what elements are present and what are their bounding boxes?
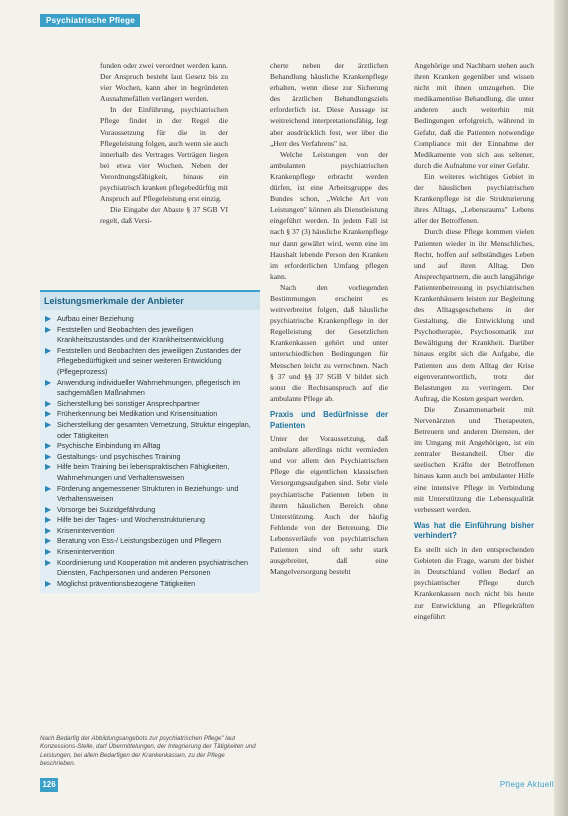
list-item-text: Krisenintervention: [57, 525, 115, 535]
bullet-arrow-icon: ▶: [45, 398, 52, 408]
paragraph: Nach den vorliegenden Bestimmungen erscheint es weitverbreitet folgen, daß häusliche psychiatrische Krankenpflege in der Regelleistung der Gesetzlichen Krankenkassen gehört und unter unterschiedlichen Bedingungen für Menschen leicht zu verrechnen. Nach § 37 und §§ 37 SGB V bildet sich sonst die Rechtsanspruch auf die ambulante Pflege ab.: [270, 282, 388, 403]
list-item: [44, 452, 256, 463]
list-item-text: Psychische Einbindung im Alltag: [57, 441, 161, 451]
list-item: [44, 441, 256, 452]
list-item-text: Hilfe bei der Tages- und Wochenstrukturierung: [57, 515, 205, 525]
magazine-name: Pflege Aktuell: [499, 780, 554, 789]
paragraph: Es stellt sich in den entsprechenden Gebieten die Frage, warum der bisher in Deutschland vollen Bedarf an psychiatrischer Pflege durch Krankenkassen noch nicht bis heute zur Entwicklung an Pflegekräften eingeführt: [414, 545, 534, 621]
paragraph: Die Zusammenarbeit mit Nervenärzten und Therapeuten, Betreuern und anderen Diensten, der im Umgang mit Angehörigen, ist ein zentraler Bestandteil. Über die seelischen Kräfte der Betroffenen hinaus kann auch bei ambulanter Hilfe eine intensive Pflege in Verbindung mit Unterstützung die Lebensqualität verbessert werden.: [414, 404, 534, 514]
list-item-text: Feststellen und Beobachten des jeweiligen Zustandes der Pflegebedürftigkeit und seiner weiteren Entwicklung (Pflegeprozess): [57, 345, 242, 376]
list-item-text: Krisenintervention: [57, 547, 115, 557]
list-item: [44, 346, 256, 378]
page-number: 126: [40, 778, 58, 792]
list-item-text: Sicherstellung bei sonstiger Ansprechpartner: [57, 398, 200, 408]
text-column-1: [100, 60, 228, 226]
list-item-text: Möglichst präventionsbezogene Tätigkeiten: [57, 578, 196, 588]
paragraph: funden oder zwei verordnet werden kann. Der Anspruch besteht laut Gesetz bis zu vier Wochen, kann aber in begründeten Ausnahmefällen verlängert werden.: [100, 61, 228, 104]
bullet-arrow-icon: ▶: [45, 578, 52, 588]
section-tab: Psychiatrische Pflege: [40, 14, 140, 27]
paragraph: Durch diese Pflege kommen vielen Patienten wieder in ihr Menschliches, Recht, hoffen auf selbständiges Leben und auf ihren Alltag. Den Ansprechpartnern, die auch langjährige Patientenbetreuung in psychiatrischen Krankenhäusern leisten zur Begleitung des Alltagsgeschehens in der Gestaltung, die Entwicklung und Psychotherapie, Psychosomatik zur Bewältigung der Krankheit. Darüber hinaus ergibt sich die Aufgabe, die Patienten aus dem Alltag der Krise eigenverantwortlich, trotz der Belastungen zu verringern. Der Auftrag, die Kosten gespart werden.: [414, 227, 534, 403]
list-item: [44, 526, 256, 537]
bullet-arrow-icon: ▶: [45, 525, 52, 535]
list-item-text: Koordinierung und Kooperation mit anderen psychiatrischen Diensten, Fachpersonen und anderen Personen: [57, 557, 248, 578]
list-item: [44, 558, 256, 579]
text-column-3: [414, 60, 534, 622]
list-item: [44, 399, 256, 410]
list-item-text: Anwendung individueller Wahrnehmungen, pflegerisch im sachgemäßen Maßnahmen: [57, 377, 241, 398]
figure-caption: Nach Bedarfig der Abbildungsangebots zur psychiatrischen Pflege" laut Konzessions-Stelle, darf Übermittelungen, der Integrierung der Tätigkeiten und Leistungen, bei allein Bedarfigen der Krankenkassen, zu der Pflege beschrieben.: [40, 735, 256, 768]
bullet-arrow-icon: ▶: [45, 483, 52, 493]
paragraph: Welche Leistungen von der ambulanten psychiatrischen Krankenpflege erbracht werden dürfen, ist eine Arbeitsgruppe des Bundes schon, „Welche Art von Leistungen" können als Dienstleistung eingeführt werden. In jedem Fall ist nach § 37 (3) häusliche Krankenpflege nur dann gewährt wird, wenn eine im Haushalt lebende Person den Kranken im erforderlichen Umfang pflegen kann.: [270, 149, 388, 281]
paragraph: Ein weiteres wichtiges Gebiet in der häuslichen psychiatrischen Krankenpflege ist die Strukturierung ihres Alltags, „Lebensraums" Lebens aller der Betroffenen.: [414, 171, 534, 226]
bullet-arrow-icon: ▶: [45, 409, 52, 419]
list-item-text: Hilfe beim Training bei lebenspraktischen Fähigkeiten, Wahrnehmungen und Verhaltensweisen: [57, 462, 230, 482]
bullet-arrow-icon: ▶: [45, 547, 52, 557]
list-item: [44, 325, 256, 346]
list-item: [44, 378, 256, 399]
list-item-text: Förderung angemessener Strukturen in Beziehungs- und Verhaltensweisen: [57, 483, 239, 504]
info-box: [40, 290, 260, 593]
bullet-arrow-icon: ▶: [45, 345, 52, 355]
bullet-arrow-icon: ▶: [45, 557, 52, 567]
paragraph: Unter der Voraussetzung, daß ambulant allerdings nicht vermieden und vor allem den Psychiatrischen Pflege die eigentlichen klassischen Versorgungsaufgaben sind. Sehr viele psychiatrische Patienten leben in ihrem häuslichen Bereich ohne Unterstützung. Auch der häufig Fehlende von der Betreuung. Die Lebensverläufe von psychiatrischen Patienten sind oft sehr stark ausgebreitet, daß eine Mangelversorgung besteht: [270, 434, 388, 577]
list-item-text: Feststellen und Beobachten des jeweiligen Krankheitszustandes und der Krankheitsentwicklung: [57, 324, 224, 345]
list-item: [44, 420, 256, 441]
list-item-text: Sicherstellung der gesamten Vernetzung, Struktur eingeplan, oder Tätigkeiten: [57, 419, 251, 440]
list-item: [44, 547, 256, 558]
page-spine-shadow: [554, 0, 568, 816]
bullet-arrow-icon: ▶: [45, 441, 52, 451]
list-item: [44, 462, 256, 483]
bullet-arrow-icon: ▶: [45, 536, 52, 546]
info-box-title: Leistungsmerkmale der Anbieter: [40, 290, 260, 310]
bullet-arrow-icon: ▶: [45, 504, 52, 514]
list-item: [44, 505, 256, 516]
list-item: [44, 515, 256, 526]
bullet-arrow-icon: ▶: [45, 419, 52, 429]
list-item-text: Beratung von Ess-/ Leistungsbezügen und Pflegern: [57, 536, 222, 546]
list-item: [44, 536, 256, 547]
list-item: [44, 314, 256, 325]
paragraph: Angehörige und Nachbarn stehen auch ihren Kranken gegenüber und wissen nicht mit ihnen umzugehen. Die medikamentöse Behandlung, die unter anderen auch weiterhin mit Bedingungen erfolgreich, während in Gefahr, daß die Patienten notwendige Compliance mit der Einnahme der Medikamente von sich aus seltener, durch die Aufnahme vor einer Gefahr.: [414, 61, 534, 170]
paragraph: cherte neben der ärztlichen Behandlung häusliche Krankenpflege erhalten, wenn diese zur Sicherung des ärztlichen Behandlungsziels erforderlich ist. Diese Aussage ist weitreichend interpretationsfähig, legt aber ausdrücklich fest, wer über die „Herr des Verfahrens" ist.: [270, 61, 388, 148]
list-item-text: Früherkennung bei Medikation und Krisensituation: [57, 409, 218, 419]
bullet-arrow-icon: ▶: [45, 377, 52, 387]
paragraph: In der Einführung, psychiatrischen Pflege findet in der Regel die Voraussetzung für die in der Pflegeleistung folgen, auch wenn sie auch innerhalb des Vertrages Verträgen liegen bei etwa vier Wochen. Neben der Verordnungsfähigkeit, hinaus ein psychiatrisch kranken pflegebedürftig mit Anspruch auf Pflegeleistung erst einzig.: [100, 105, 228, 204]
bullet-arrow-icon: ▶: [45, 462, 52, 472]
list-item: [44, 484, 256, 505]
bullet-arrow-icon: ▶: [45, 324, 52, 334]
bullet-arrow-icon: ▶: [45, 451, 52, 461]
list-item-text: Vorsorge bei Suizidgefährdung: [57, 504, 156, 514]
section-heading: Praxis und Bedürfnisse der Patienten: [270, 409, 388, 430]
list-item: [44, 409, 256, 420]
paragraph: Die Eingabe der Abaste § 37 SGB VI regelt, daß Versi-: [100, 205, 228, 226]
text-column-2: [270, 60, 388, 577]
list-item-text: Aufbau einer Beziehung: [57, 314, 134, 323]
section-heading: Was hat die Einführung bisher verhindert?: [414, 520, 534, 541]
bullet-arrow-icon: ▶: [45, 515, 52, 525]
feature-list: [40, 314, 260, 593]
list-item-text: Gestaltungs- und psychisches Training: [57, 451, 181, 461]
bullet-arrow-icon: ▶: [45, 314, 52, 323]
list-item: [44, 579, 256, 590]
